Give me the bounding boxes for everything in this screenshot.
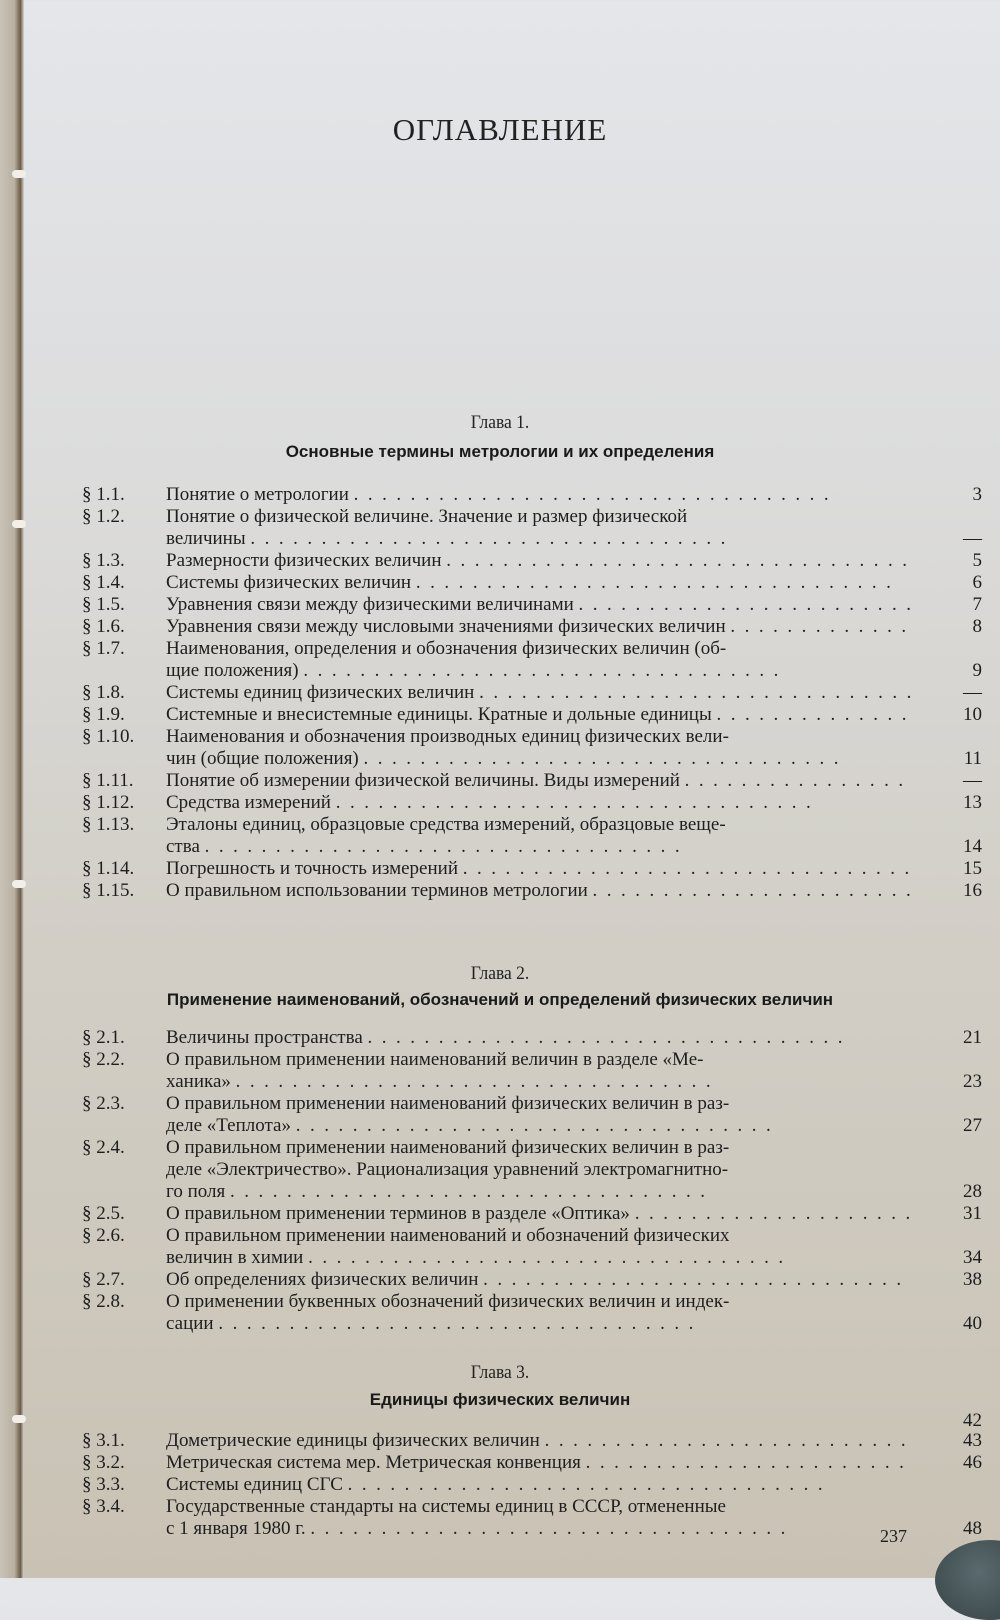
binding-stitch — [12, 880, 26, 888]
section-title — [166, 682, 911, 704]
section-title-line: Понятие о метрологии . . — [166, 484, 911, 506]
section-title — [166, 484, 911, 506]
section-number: § 2.1. — [82, 1027, 125, 1048]
section-title-line: О правильном применении наименований и обозначений физических — [166, 1225, 730, 1246]
section-title — [166, 1496, 911, 1540]
page-number: 237 — [880, 1526, 907, 1546]
section-number: § 1.4. — [82, 572, 125, 593]
section-title-line: Метрическая система мер. Метрическая конвенция . . — [166, 1452, 911, 1474]
section-title-line: О правильном использовании терминов метрологии . . — [166, 880, 911, 902]
section-title-line: Системы физических величин . . — [166, 572, 911, 594]
section-title-line: деле «Теплота» . . — [166, 1115, 911, 1137]
toc-page-number: 21 — [963, 1027, 982, 1048]
section-title-line: Наименования и обозначения производных единиц физических вели- — [166, 726, 729, 747]
section-title-line: величин в химии . . — [166, 1247, 911, 1269]
toc-page-number: 8 — [972, 616, 982, 637]
section-title — [166, 1027, 911, 1049]
section-title-line: Понятие об измерении физической величины. Виды измерений . . — [166, 770, 911, 792]
section-title — [166, 1049, 911, 1093]
section-title — [166, 858, 911, 880]
thumb-object — [935, 1540, 1000, 1620]
section-number: § 3.3. — [82, 1474, 125, 1495]
section-number: § 1.14. — [82, 858, 135, 879]
section-number: § 3.2. — [82, 1452, 125, 1473]
section-title-line: О правильном применении наименований физических величин в раз- — [166, 1093, 730, 1114]
section-title-line: Системы единиц СГС . . — [166, 1474, 911, 1496]
toc-page-number: 14 — [963, 836, 982, 857]
section-number: § 2.8. — [82, 1291, 125, 1312]
toc-page-number: 40 — [963, 1313, 982, 1334]
section-title — [166, 1225, 911, 1269]
toc-page-number: 6 — [972, 572, 982, 593]
section-title-line: сации . . — [166, 1313, 911, 1335]
section-number: § 2.3. — [82, 1093, 125, 1114]
section-title — [166, 638, 911, 682]
toc-page-number: 46 — [963, 1452, 982, 1473]
toc-page-number: 5 — [972, 550, 982, 571]
toc-page-number: 23 — [963, 1071, 982, 1092]
section-title — [166, 1137, 911, 1203]
toc-page-number: 13 — [963, 792, 982, 813]
toc-page-number: 48 — [963, 1518, 982, 1539]
section-title — [166, 594, 911, 616]
toc-page-number: 31 — [963, 1203, 982, 1224]
section-title-line: О правильном применении терминов в разделе «Оптика» . . — [166, 1203, 911, 1225]
section-number: § 3.4. — [82, 1496, 125, 1517]
section-title-line: О правильном применении наименований величин в разделе «Ме- — [166, 1049, 704, 1070]
section-number: § 1.1. — [82, 484, 125, 505]
section-title — [166, 572, 911, 594]
section-title-line: величины . . — [166, 528, 911, 550]
binding-stitch — [12, 170, 26, 178]
toc-page-number: 38 — [963, 1269, 982, 1290]
binding-stitch — [12, 520, 26, 528]
section-title — [166, 506, 911, 550]
section-number: § 1.7. — [82, 638, 125, 659]
section-number: § 1.6. — [82, 616, 125, 637]
section-title-line: О применении буквенных обозначений физических величин и индек- — [166, 1291, 730, 1312]
section-title-line: деле «Электричество». Рационализация уравнений электромагнитно- — [166, 1159, 729, 1180]
chapter-title: Применение наименований, обозначений и определений физических величин — [166, 990, 834, 1009]
chapter-title: Единицы физических величин — [369, 1390, 631, 1409]
section-title-line: Системы единиц физических величин . . — [166, 682, 911, 704]
section-title-line: го поля . . — [166, 1181, 911, 1203]
section-title — [166, 880, 911, 902]
toc-page-number: 11 — [963, 748, 982, 769]
toc-page-number: 28 — [963, 1181, 982, 1202]
section-title — [166, 1452, 911, 1474]
section-title-line: Дометрические единицы физических величин . . — [166, 1430, 911, 1452]
binding-stitch — [12, 1415, 26, 1423]
section-title — [166, 550, 911, 572]
section-title-line: ства . . — [166, 836, 911, 858]
toc-page-number: 9 — [972, 660, 982, 681]
toc-page-number: 10 — [963, 704, 982, 725]
section-title-line: Уравнения связи между физическими величинами . . — [166, 594, 911, 616]
section-number: § 1.2. — [82, 506, 125, 527]
page-title: ОГЛАВЛЕНИЕ — [392, 112, 608, 147]
chapter-number: Глава 3. — [470, 1362, 530, 1383]
section-number: § 2.7. — [82, 1269, 125, 1290]
toc-page-number: — — [963, 528, 982, 549]
section-number: § 1.11. — [82, 770, 134, 791]
section-title — [166, 1291, 911, 1335]
toc-page-number: 15 — [963, 858, 982, 879]
section-number: § 2.2. — [82, 1049, 125, 1070]
chapter-title: Основные термины метрологии и их определения — [285, 442, 715, 461]
section-number: § 1.8. — [82, 682, 125, 703]
section-title-line: Эталоны единиц, образцовые средства измерений, образцовые веще- — [166, 814, 726, 835]
chapter-number: Глава 2. — [470, 963, 530, 984]
toc-page-number: 42 — [963, 1410, 982, 1431]
section-title — [166, 1474, 911, 1496]
section-title — [166, 1430, 911, 1452]
section-number: § 1.9. — [82, 704, 125, 725]
chapter-number: Глава 1. — [470, 412, 530, 433]
toc-page-number: 34 — [963, 1247, 982, 1268]
section-title-line: Уравнения связи между числовыми значениями физических величин . . — [166, 616, 911, 638]
toc-page-number: 7 — [972, 594, 982, 615]
section-title-line: ханика» . . — [166, 1071, 911, 1093]
section-title-line: чин (общие положения) . . — [166, 748, 911, 770]
section-title-line: Погрешность и точность измерений . . — [166, 858, 911, 880]
section-number: § 1.13. — [82, 814, 135, 835]
section-title-line: с 1 января 1980 г. . . — [166, 1518, 911, 1540]
section-title — [166, 1269, 911, 1291]
section-title — [166, 792, 911, 814]
section-title — [166, 704, 911, 726]
section-title-line: О правильном применении наименований физических величин в раз- — [166, 1137, 730, 1158]
section-number: § 1.15. — [82, 880, 135, 901]
section-number: § 1.5. — [82, 594, 125, 615]
toc-page-number: 16 — [963, 880, 982, 901]
section-title — [166, 616, 911, 638]
toc-page-number: 3 — [972, 484, 982, 505]
toc-page-number: 43 — [963, 1430, 982, 1451]
section-title-line: Системные и внесистемные единицы. Кратные и дольные единицы . . — [166, 704, 911, 726]
section-number: § 3.1. — [82, 1430, 125, 1451]
section-number: § 1.3. — [82, 550, 125, 571]
section-title-line: Величины пространства . . — [166, 1027, 911, 1049]
section-number: § 2.4. — [82, 1137, 125, 1158]
section-title-line: Размерности физических величин . . — [166, 550, 911, 572]
section-title-line: щие положения) . . — [166, 660, 911, 682]
section-number: § 1.12. — [82, 792, 135, 813]
toc-page-number: — — [963, 770, 982, 791]
section-title-line: Средства измерений . . — [166, 792, 911, 814]
section-number: § 2.6. — [82, 1225, 125, 1246]
section-title-line: Понятие о физической величине. Значение и размер физической — [166, 506, 688, 527]
section-number: § 2.5. — [82, 1203, 125, 1224]
section-title — [166, 1203, 911, 1225]
section-title — [166, 814, 911, 858]
section-title-line: Об определениях физических величин . . — [166, 1269, 911, 1291]
toc-page-number: 27 — [963, 1115, 982, 1136]
section-title — [166, 726, 911, 770]
section-title — [166, 1093, 911, 1137]
section-title-line: Государственные стандарты на системы единиц в СССР, отмененные — [166, 1496, 726, 1517]
book-gutter — [0, 0, 24, 1578]
toc-page-number: — — [963, 682, 982, 703]
section-number: § 1.10. — [82, 726, 135, 747]
section-title — [166, 770, 911, 792]
section-title-line: Наименования, определения и обозначения физических величин (об- — [166, 638, 727, 659]
